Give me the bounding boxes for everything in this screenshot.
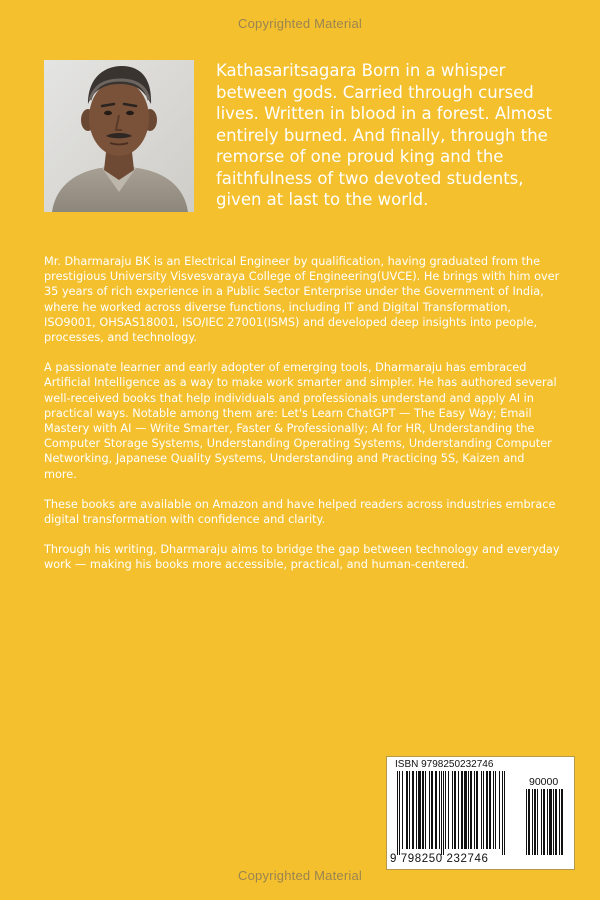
barcode-bars <box>397 771 523 855</box>
isbn-label: ISBN 9798250232746 <box>395 759 494 770</box>
barcode-addon-bars <box>526 789 570 855</box>
bio-paragraph: Mr. Dharmaraju BK is an Electrical Engineer by qualification, having graduated from the prestigious University Visvesvaraya College of Engineering(UVCE). He brings with him over 35 years of rich experience in a Public Sector Enterprise under the Government of India, where he worked across diverse functions, including IT and Digital Transformation, ISO9001, OHSAS18001, ISO/IEC 27001(ISMS) and developed deep insights into people, processes, and technology. <box>44 255 560 345</box>
copyright-watermark-bottom: Copyrighted Material <box>238 868 362 883</box>
isbn-digits: 9 798250 232746 <box>390 853 489 865</box>
bio-paragraph: Through his writing, Dharmaraju aims to bridge the gap between technology and everyday work — making his books more accessible, practical, and human-centered. <box>44 543 560 572</box>
isbn-barcode <box>386 756 575 870</box>
bio-paragraph: A passionate learner and early adopter of emerging tools, Dharmaraju has embraced Artificial Intelligence as a way to make work smarter and simpler. He has authored several well-received books that help individuals and professionals understand and apply AI in practical ways. Notable among them are: Let's Learn ChatGPT — The Easy Way; Email Mastery with AI — Write Smarter, Faster & Professionally; AI for HR, Understanding the Computer Storage Systems, Understanding Operating Systems, Understanding Computer Networking, Japanese Quality Systems, Understanding and Practicing 5S, Kaizen and more. <box>44 361 557 481</box>
price-code: 90000 <box>529 776 559 788</box>
author-bio <box>44 254 560 588</box>
author-photo <box>44 60 194 212</box>
book-tagline: Kathasaritsagara Born in a whisper between gods. Carried through cursed lives. Written in blood in a forest. Almost entirely burned. And finally, through the remorse of one proud king and the faithfulness of two devoted students, given at last to the world. <box>216 61 552 209</box>
copyright-watermark-top: Copyrighted Material <box>238 16 362 31</box>
bio-paragraph: These books are available on Amazon and have helped readers across industries embrace digital transformation with confidence and clarity. <box>44 497 556 527</box>
